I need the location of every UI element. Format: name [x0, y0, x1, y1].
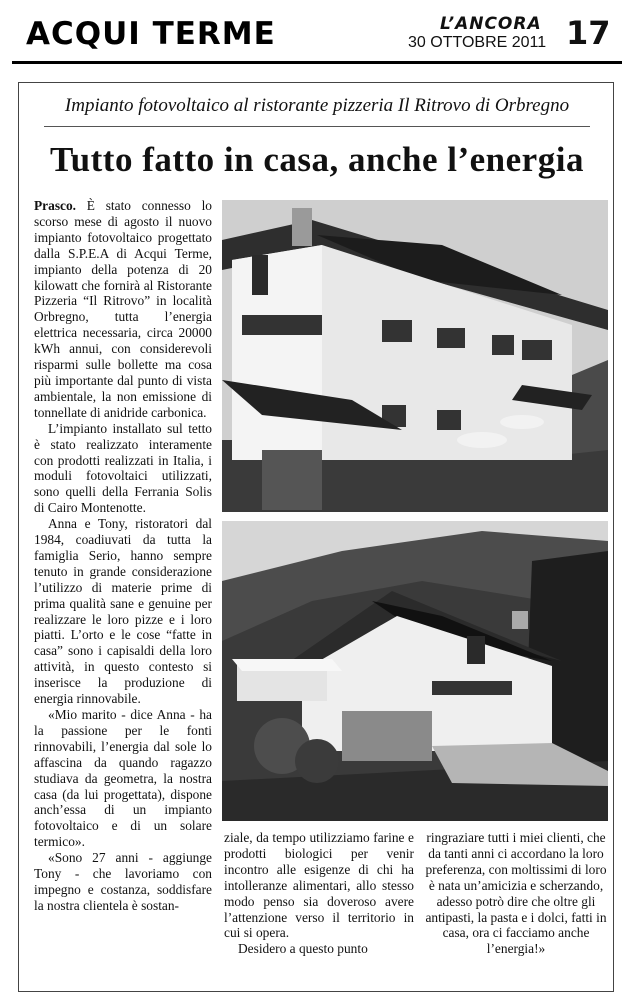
article-title: Tutto fatto in casa, anche l’energia — [50, 140, 584, 179]
article-column-1 — [34, 198, 212, 914]
article-kicker: Impianto fotovoltaico al ristorante pizzeria Il Ritrovo di Orbregno — [64, 95, 570, 116]
photo-restaurant-hillside-image — [222, 521, 608, 821]
photo-restaurant-hillside — [222, 521, 608, 821]
section-title: ACQUI TERME — [26, 16, 276, 52]
paragraph: ziale, da tempo utilizziamo farine e prodotti biologici per venir incontro alle esigenze di chi ha intolleranze alimentari, allo stesso modo penso sia doveroso avere l’attenzione verso il territorio in cui si opera. — [224, 830, 414, 941]
paragraph: Anna e Tony, ristoratori dal 1984, coadiuvati da tutta la famiglia Serio, hanno sempre tenuto in grande considerazione l’utilizzo di materie prime di prima qualità sane e genuine per realizzare le loro pizze e i loro piatti. L’orto e le cose “fatte in casa” sono i capisaldi della loro attività, in questo contesto si inserisce la produzione di energia rinnovabile. — [34, 516, 212, 707]
paragraph: «Mio marito - dice Anna - ha la passione per le fonti rinnovabili, l’energia dal sole lo affascina da quando ragazzo studiava da geometra, la nostra casa (da lui progettata), dispone anch’essa di un impianto fotovoltaico e di un solare termico». — [34, 707, 212, 850]
paragraph: «Sono 27 anni - aggiunge Tony - che lavoriamo con impegno e costanza, soddisfare la nostra clientela è sostan- — [34, 850, 212, 913]
page-number: 17 — [566, 14, 611, 52]
photo-restaurant-front — [222, 200, 608, 512]
paragraph: Desidero a questo punto — [238, 941, 368, 957]
page-header — [0, 0, 634, 62]
photo-restaurant-front-image — [222, 200, 608, 512]
paragraph: ringraziare tutti i miei clienti, che da tanti anni ci accordano la loro preferenza, con moltissimi di loro è nata un’amicizia e scherzando, adesso potrò dire che oltre gli antipasti, la pasta e i dolci, fatti in casa, ora ci facciamo anche l’energia!» — [425, 830, 607, 957]
kicker-rule — [44, 126, 590, 127]
dateline: Prasco. — [34, 198, 77, 213]
article-column-2 — [224, 830, 414, 957]
paragraph: L’impianto installato sul tetto è stato realizzato interamente con prodotti realizzati in Italia, i moduli fotovoltaici utilizzati, sono quelli della Ferrania Solis di Cairo Montenotte. — [34, 420, 212, 516]
article-column-3 — [425, 830, 607, 957]
masthead: L’ANCORA — [440, 14, 542, 34]
paragraph-text: È stato connesso lo scorso mese di agosto il nuovo impianto fotovoltaico progettato dalla S.P.E.A di Acqui Terme, impianto della potenza di 20 kilowatt che fornirà al Ristorante Pizzeria “Il Ritrovo” in località Orbregno, tutta l’energia elettrica necessaria, circa 20000 kWh annui, con considerevoli risparmi sulle bollette ma cosa più importante dal punto di vista ambientale, la non emissione di tonnellate di anidride carbonica. — [34, 198, 212, 420]
header-rule — [12, 61, 622, 64]
issue-date: 30 OTTOBRE 2011 — [408, 34, 547, 51]
paragraph — [34, 198, 212, 421]
